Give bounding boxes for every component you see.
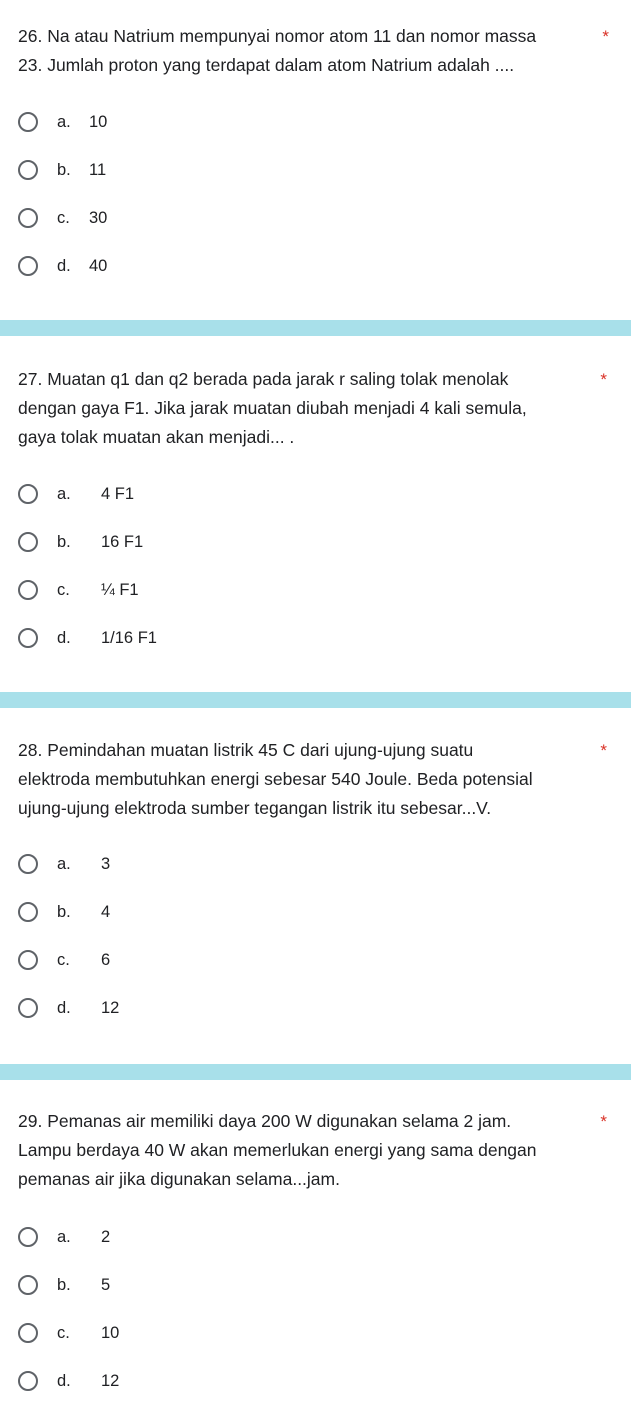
radio-button[interactable]: [18, 580, 38, 600]
section-divider: [0, 692, 631, 708]
option-value: 12: [101, 1371, 120, 1390]
option-value: 6: [101, 950, 111, 969]
option-26-d[interactable]: [18, 252, 107, 280]
option-letter: b.: [57, 1275, 71, 1294]
question-28-line-2: elektroda membutuhkan energi sebesar 540 Joule. Beda potensial: [18, 769, 533, 789]
radio-button[interactable]: [18, 1323, 38, 1343]
option-26-c[interactable]: [18, 204, 107, 232]
option-value: 30: [89, 208, 108, 227]
question-27-line-1: 27. Muatan q1 dan q2 berada pada jarak r saling tolak menolak: [18, 369, 509, 389]
question-29-line-3: pemanas air jika digunakan selama...jam.: [18, 1169, 340, 1189]
required-asterisk: *: [600, 741, 607, 760]
option-value: 5: [101, 1275, 111, 1294]
radio-button[interactable]: [18, 998, 38, 1018]
radio-button[interactable]: [18, 854, 38, 874]
option-28-d[interactable]: [18, 994, 119, 1022]
option-29-d[interactable]: [18, 1367, 119, 1395]
question-title-29: [18, 1107, 593, 1194]
question-26-line-1: 26. Na atau Natrium mempunyai nomor atom 11 dan nomor massa: [18, 26, 537, 46]
required-asterisk: *: [600, 370, 607, 389]
radio-button[interactable]: [18, 256, 38, 276]
radio-button[interactable]: [18, 1371, 38, 1391]
question-title-28: [18, 736, 593, 823]
required-asterisk: *: [600, 1112, 607, 1131]
required-asterisk: *: [602, 27, 609, 46]
option-value: 4 F1: [101, 484, 135, 503]
option-letter: b.: [57, 902, 71, 921]
option-letter: a.: [57, 112, 71, 131]
option-letter: d.: [57, 1371, 71, 1390]
option-28-a[interactable]: [18, 850, 110, 878]
option-26-b[interactable]: [18, 156, 106, 184]
option-letter: d.: [57, 628, 71, 647]
option-27-a[interactable]: [18, 480, 134, 508]
option-value: 1/16 F1: [101, 628, 157, 647]
option-value: 3: [101, 854, 111, 873]
option-27-b[interactable]: [18, 528, 143, 556]
option-value: 40: [89, 256, 108, 275]
option-value: 12: [101, 998, 120, 1017]
question-card-28: [0, 708, 631, 1064]
radio-button[interactable]: [18, 484, 38, 504]
radio-button[interactable]: [18, 950, 38, 970]
option-letter: c.: [57, 208, 70, 227]
option-letter: c.: [57, 580, 70, 599]
question-card-26: [0, 0, 631, 320]
option-value: 10: [101, 1323, 120, 1342]
option-value: 2: [101, 1227, 111, 1246]
option-28-b[interactable]: [18, 898, 110, 926]
question-27-line-2: dengan gaya F1. Jika jarak muatan diubah menjadi 4 kali semula,: [18, 398, 527, 418]
option-value: 16 F1: [101, 532, 144, 551]
section-divider: [0, 1064, 631, 1080]
option-28-c[interactable]: [18, 946, 110, 974]
question-card-27: [0, 336, 631, 692]
option-26-a[interactable]: [18, 108, 107, 136]
question-title-27: [18, 365, 593, 452]
option-letter: c.: [57, 950, 70, 969]
option-letter: a.: [57, 854, 71, 873]
radio-button[interactable]: [18, 112, 38, 132]
question-title-26: [18, 22, 593, 80]
option-27-d[interactable]: [18, 624, 157, 652]
radio-button[interactable]: [18, 628, 38, 648]
option-letter: a.: [57, 1227, 71, 1246]
option-27-c[interactable]: [18, 576, 139, 604]
question-28-line-1: 28. Pemindahan muatan listrik 45 C dari ujung-ujung suatu: [18, 740, 474, 760]
option-letter: d.: [57, 256, 71, 275]
option-letter: b.: [57, 532, 71, 551]
option-letter: a.: [57, 484, 71, 503]
radio-button[interactable]: [18, 208, 38, 228]
radio-button[interactable]: [18, 532, 38, 552]
option-value: ¼ F1: [101, 580, 139, 599]
question-27-line-3: gaya tolak muatan akan menjadi... .: [18, 427, 295, 447]
section-divider: [0, 320, 631, 336]
option-29-a[interactable]: [18, 1223, 110, 1251]
question-29-line-2: Lampu berdaya 40 W akan memerlukan energi yang sama dengan: [18, 1140, 537, 1160]
option-29-c[interactable]: [18, 1319, 119, 1347]
question-28-line-3: ujung-ujung elektroda sumber tegangan listrik itu sebesar...V.: [18, 798, 492, 818]
radio-button[interactable]: [18, 1227, 38, 1247]
question-card-29: [0, 1080, 631, 1412]
option-29-b[interactable]: [18, 1271, 110, 1299]
option-value: 4: [101, 902, 111, 921]
option-value: 11: [89, 160, 107, 179]
option-letter: b.: [57, 160, 71, 179]
question-29-line-1: 29. Pemanas air memiliki daya 200 W digunakan selama 2 jam.: [18, 1111, 512, 1131]
option-letter: c.: [57, 1323, 70, 1342]
option-letter: d.: [57, 998, 71, 1017]
radio-button[interactable]: [18, 160, 38, 180]
radio-button[interactable]: [18, 902, 38, 922]
question-26-line-2: 23. Jumlah proton yang terdapat dalam atom Natrium adalah ....: [18, 55, 515, 75]
radio-button[interactable]: [18, 1275, 38, 1295]
option-value: 10: [89, 112, 108, 131]
